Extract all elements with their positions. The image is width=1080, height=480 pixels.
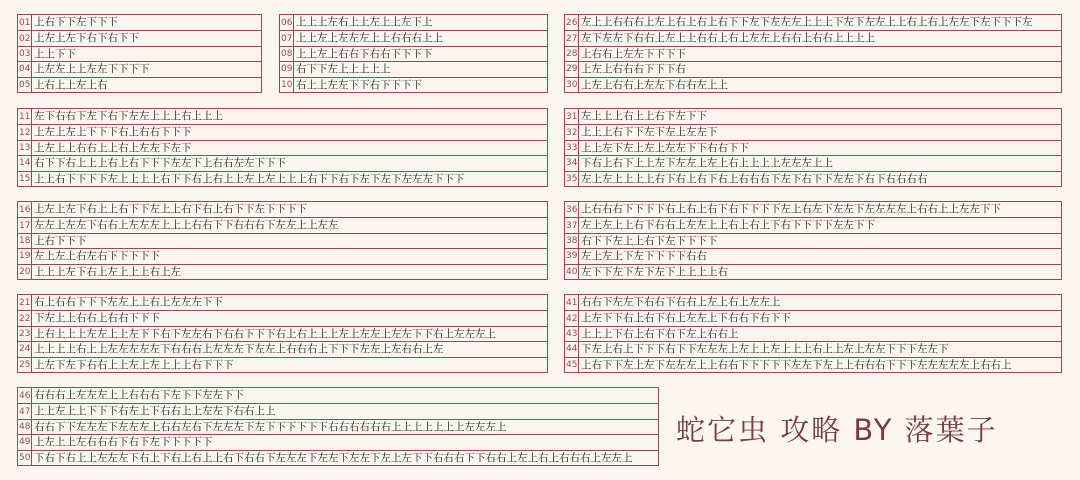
sequence-block-01-05 bbox=[17, 14, 262, 93]
sequence-row bbox=[565, 217, 1061, 232]
direction-sequence: 右下下左上上上上上 bbox=[296, 63, 391, 76]
row-number: 46 bbox=[18, 388, 32, 403]
sequence-row bbox=[565, 109, 1061, 124]
sequence-block-26-30 bbox=[564, 14, 1062, 93]
row-number: 05 bbox=[18, 78, 32, 92]
row-number: 02 bbox=[18, 31, 32, 45]
sequence-row bbox=[18, 217, 547, 232]
direction-sequence: 上上上左下右上左上上上右上左 bbox=[34, 265, 181, 278]
sequence-row bbox=[18, 202, 547, 217]
sequence-row bbox=[565, 171, 1061, 186]
row-number: 31 bbox=[565, 109, 579, 124]
direction-sequence: 上左上上右右上上右上左左下左下 bbox=[34, 141, 192, 154]
row-number: 23 bbox=[18, 327, 32, 341]
row-number: 22 bbox=[18, 311, 32, 325]
direction-sequence: 右上上左左下下右下下下下 bbox=[296, 78, 422, 91]
sequence-row bbox=[18, 310, 547, 325]
row-number: 16 bbox=[18, 202, 32, 217]
direction-sequence: 右右右上左左左上上右右右下左下下左左下下 bbox=[34, 389, 244, 402]
row-number: 17 bbox=[18, 218, 32, 232]
direction-sequence: 上左上右右上左左下右右左上上 bbox=[581, 78, 728, 91]
sequence-block-21-25 bbox=[17, 294, 548, 373]
direction-sequence: 上上下下 bbox=[34, 47, 76, 60]
row-number: 43 bbox=[565, 327, 579, 341]
direction-sequence: 上上上右下下左下左上左左下 bbox=[581, 126, 718, 139]
sequence-row bbox=[565, 264, 1061, 279]
row-number: 28 bbox=[565, 47, 579, 61]
row-number: 18 bbox=[18, 234, 32, 248]
sequence-row bbox=[18, 233, 547, 248]
row-number: 09 bbox=[280, 62, 294, 76]
sequence-block-06-10 bbox=[279, 14, 548, 93]
sequence-block-11-15 bbox=[17, 108, 548, 187]
sequence-row bbox=[565, 155, 1061, 170]
sequence-block-36-40 bbox=[564, 201, 1062, 280]
sequence-row bbox=[18, 403, 658, 418]
sequence-row bbox=[565, 124, 1061, 139]
direction-sequence: 左下下左下左下左下上上上上右 bbox=[581, 265, 728, 278]
direction-sequence: 上上上上右上上左左左左左下右右右上左左左下左左上右右右上下下下左左上左右右上左 bbox=[34, 343, 444, 356]
sequence-row bbox=[565, 326, 1061, 341]
row-number: 50 bbox=[18, 451, 32, 465]
sequence-row bbox=[280, 61, 547, 76]
direction-sequence: 上上左上上下下下右左上下右右上上左左下右右上上 bbox=[34, 405, 276, 418]
sequence-row bbox=[565, 77, 1061, 92]
direction-sequence: 右上右右下下下左左上上右上左左左下下 bbox=[34, 296, 223, 309]
sequence-row bbox=[18, 248, 547, 263]
sequence-row bbox=[565, 248, 1061, 263]
direction-sequence: 上右上上上左左上上左下下右下左左右下右右下下下右上右上上上左上左左上左左下下右上左左左上 bbox=[34, 327, 496, 340]
row-number: 12 bbox=[18, 125, 32, 139]
row-number: 47 bbox=[18, 404, 32, 418]
direction-sequence: 右右下左左下右右下右右上左上右上左左上 bbox=[581, 296, 781, 309]
direction-sequence: 上上左上左左左上上右右右上上 bbox=[296, 32, 443, 45]
sequence-row bbox=[565, 61, 1061, 76]
direction-sequence: 上左上右右右下下下右 bbox=[581, 63, 686, 76]
direction-sequence: 左上左上上右下右右上左左上上右上右上下右下下下下左左下下 bbox=[581, 219, 875, 232]
row-number: 35 bbox=[565, 172, 579, 186]
sequence-row bbox=[18, 450, 658, 465]
sequence-row bbox=[280, 77, 547, 92]
direction-sequence: 上左下左下右右上上左上左上上上右下下下 bbox=[34, 358, 234, 371]
sequence-block-46-50 bbox=[17, 387, 659, 466]
direction-sequence: 下右下右上上左左左下右上下右上右上上右下右右下左左左下左左下左左下左上左下下右右右下下右右上左上右上右右右上左左上 bbox=[34, 451, 633, 464]
row-number: 14 bbox=[18, 156, 32, 170]
row-number: 45 bbox=[565, 358, 579, 372]
direction-sequence: 左上上上右上上右下左下下 bbox=[581, 110, 707, 123]
row-number: 15 bbox=[18, 172, 32, 186]
sequence-row bbox=[565, 46, 1061, 61]
sequence-row bbox=[565, 310, 1061, 325]
direction-sequence: 左左上左左下右右上左左左上上上右右下下右右右下左左上上左左 bbox=[34, 219, 339, 232]
direction-sequence: 下左上右上下下下右下下左左左上左上上左上上上右上上左上左左下下下左左下 bbox=[581, 343, 949, 356]
row-number: 27 bbox=[565, 31, 579, 45]
sequence-row bbox=[18, 77, 261, 92]
row-number: 42 bbox=[565, 311, 579, 325]
sequence-row bbox=[565, 140, 1061, 155]
sequence-row bbox=[18, 326, 547, 341]
row-number: 08 bbox=[280, 47, 294, 61]
row-number: 07 bbox=[280, 31, 294, 45]
sequence-row bbox=[280, 15, 547, 30]
sequence-row bbox=[565, 30, 1061, 45]
row-number: 39 bbox=[565, 249, 579, 263]
sequence-row bbox=[18, 140, 547, 155]
sequence-row bbox=[280, 30, 547, 45]
row-number: 25 bbox=[18, 358, 32, 372]
row-number: 34 bbox=[565, 156, 579, 170]
row-number: 30 bbox=[565, 78, 579, 92]
sequence-row bbox=[18, 295, 547, 310]
sequence-row bbox=[18, 434, 658, 449]
row-number: 41 bbox=[565, 295, 579, 310]
row-number: 03 bbox=[18, 47, 32, 61]
direction-sequence: 上上右下下下下左上上上上右下下右上右上上左上左上上上右下下右下左下左下左左左下下下 bbox=[34, 172, 465, 185]
direction-sequence: 左上左上右左右下下下下下 bbox=[34, 250, 160, 263]
sequence-block-31-35 bbox=[564, 108, 1062, 187]
row-number: 32 bbox=[565, 125, 579, 139]
row-number: 37 bbox=[565, 218, 579, 232]
direction-sequence: 右下下右上上上右上右下下下左左下上右右左左下下下 bbox=[34, 157, 286, 170]
row-number: 44 bbox=[565, 342, 579, 356]
row-number: 19 bbox=[18, 249, 32, 263]
sequence-row bbox=[565, 233, 1061, 248]
sequence-row bbox=[18, 109, 547, 124]
direction-sequence: 左上上右右右上左上右上右上右下下左下左左左上上上下左下左左上上右上右上左左下左下下下左 bbox=[581, 16, 1033, 29]
direction-sequence: 上上上左右上上左上上左下上 bbox=[296, 16, 433, 29]
row-number: 26 bbox=[565, 15, 579, 30]
direction-sequence: 右右下下左左左下左左左上右右左右下左左左下左下下下下下下右右右右右右上上上上上上上左左左上 bbox=[34, 420, 507, 433]
sequence-row bbox=[565, 357, 1061, 372]
row-number: 01 bbox=[18, 15, 32, 30]
direction-sequence: 上右右右下下下下右上右上右下右下下下下左上右左下左左下左左左左上右右上上左左下下 bbox=[581, 203, 1001, 216]
direction-sequence: 上上左上右右下右右下下下下 bbox=[296, 47, 433, 60]
direction-sequence: 下右上右下上上左下左左上左上右上上上上左左左上上 bbox=[581, 157, 833, 170]
row-number: 33 bbox=[565, 141, 579, 155]
sequence-row bbox=[565, 341, 1061, 356]
row-number: 21 bbox=[18, 295, 32, 310]
direction-sequence: 上右下下左上左下左左左上上右右下下下下下左左下左上上右右右下下下左左左左左上右右上 bbox=[581, 358, 1012, 371]
direction-sequence: 上右右上左左下下下下 bbox=[581, 47, 686, 60]
row-number: 06 bbox=[280, 15, 294, 30]
row-number: 49 bbox=[18, 435, 32, 449]
direction-sequence: 上右下下下 bbox=[34, 234, 87, 247]
direction-sequence: 左上左上下左下下下下右右 bbox=[581, 250, 707, 263]
row-number: 24 bbox=[18, 342, 32, 356]
row-number: 29 bbox=[565, 62, 579, 76]
direction-sequence: 上左上左下右下右下下 bbox=[34, 32, 139, 45]
sequence-row bbox=[18, 155, 547, 170]
row-number: 04 bbox=[18, 62, 32, 76]
sequence-row bbox=[280, 46, 547, 61]
sequence-row bbox=[18, 30, 261, 45]
direction-sequence: 上左上左下右上上右下下左上上右下右上右下下左下下下下 bbox=[34, 203, 307, 216]
row-number: 48 bbox=[18, 420, 32, 434]
direction-sequence: 上上上下右上右下右下左上右右上 bbox=[581, 327, 739, 340]
sequence-row bbox=[18, 357, 547, 372]
direction-sequence: 左下右右下左下右下左左上上上右上上上 bbox=[34, 110, 223, 123]
direction-sequence: 上右下下左下下下 bbox=[34, 16, 118, 29]
row-number: 40 bbox=[565, 265, 579, 279]
sequence-row bbox=[18, 341, 547, 356]
direction-sequence: 上上左下左上左上左左下下右右下下 bbox=[581, 141, 749, 154]
direction-sequence: 上左上左上下下下右上右右下下下 bbox=[34, 126, 192, 139]
sequence-row bbox=[18, 264, 547, 279]
direction-sequence: 上左下下右上右下右上左左上下右右下右下下 bbox=[581, 312, 791, 325]
row-number: 36 bbox=[565, 202, 579, 217]
row-number: 10 bbox=[280, 78, 294, 92]
sequence-row bbox=[18, 46, 261, 61]
sequence-row bbox=[565, 295, 1061, 310]
direction-sequence: 下左上上右右上右右下下下 bbox=[34, 312, 160, 325]
row-number: 20 bbox=[18, 265, 32, 279]
direction-sequence: 右下下左上上右下左下下下下 bbox=[581, 234, 718, 247]
sequence-row bbox=[18, 61, 261, 76]
direction-sequence: 上左左上上左左下下下下 bbox=[34, 63, 150, 76]
sequence-row bbox=[18, 171, 547, 186]
direction-sequence: 左上左上上上上右下右上右下右上右右右下左下右下下左左下右下右右右右 bbox=[581, 172, 928, 185]
direction-sequence: 左下左左下右右上左上上右右上右上左左上右右上右右上上上上 bbox=[581, 32, 875, 45]
sequence-row bbox=[18, 15, 261, 30]
sequence-row bbox=[18, 388, 658, 403]
sequence-block-16-20 bbox=[17, 201, 548, 280]
row-number: 11 bbox=[18, 109, 32, 124]
direction-sequence: 上右上上左上右 bbox=[34, 78, 108, 91]
sequence-row bbox=[565, 202, 1061, 217]
sequence-row bbox=[565, 15, 1061, 30]
row-number: 38 bbox=[565, 234, 579, 248]
sequence-row bbox=[18, 419, 658, 434]
direction-sequence: 上左上上左右右右下右下左下下下下下 bbox=[34, 436, 213, 449]
sequence-block-41-45 bbox=[564, 294, 1062, 373]
row-number: 13 bbox=[18, 141, 32, 155]
sequence-row bbox=[18, 124, 547, 139]
author-credit: 蛇它虫 攻略 BY 落葉子 bbox=[676, 413, 998, 447]
